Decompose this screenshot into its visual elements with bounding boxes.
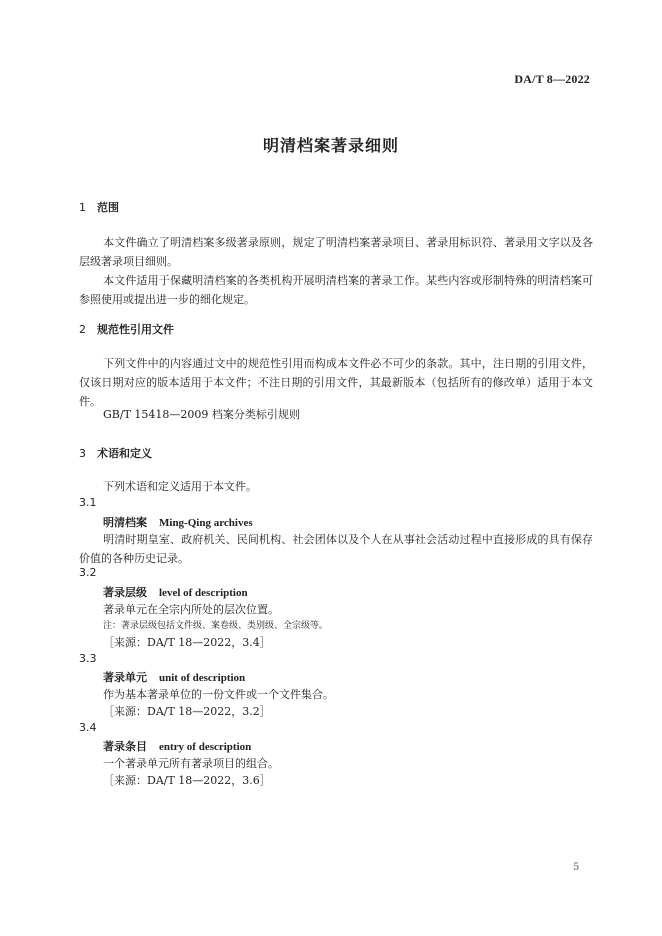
section-1-number: 1 (79, 201, 86, 214)
term-source: ［来源：DA/T 18—2022，3.6］ (103, 774, 271, 787)
normative-reference: GB/T 15418—2009 档案分类标引规则 (103, 408, 300, 421)
term-source: ［来源：DA/T 18—2022，3.2］ (103, 705, 271, 718)
section-3-number: 3 (79, 447, 86, 460)
term-heading (103, 514, 253, 530)
section-1-paragraph-1 (79, 233, 593, 271)
section-2-paragraph-1 (79, 354, 593, 411)
term-number: 3.1 (79, 496, 97, 509)
term-english: entry of description (159, 741, 252, 753)
term-english: Ming-Qing archives (159, 517, 253, 529)
term-english: level of description (159, 587, 248, 599)
term-heading (103, 738, 251, 754)
term-english: unit of description (159, 672, 246, 684)
document-title: 明清档案著录细则 (262, 136, 399, 155)
term-chinese: 著录条目 (103, 740, 147, 753)
section-1-paragraph-2-text: 本文件适用于保藏明清档案的各类机构开展明清档案的著录工作。某些内容或形制特殊的明清档案可参照使用或提出进一步的细化规定。 (79, 274, 593, 306)
term-source: ［来源：DA/T 18—2022，3.4］ (103, 636, 271, 649)
term-chinese: 著录层级 (103, 586, 147, 599)
term-definition (79, 530, 593, 568)
section-2-number: 2 (79, 323, 86, 336)
term-chinese: 明清档案 (103, 516, 147, 529)
term-definition: 作为基本著录单位的一份文件或一个文件集合。 (103, 688, 334, 701)
term-number: 3.2 (79, 566, 97, 579)
page-number: 5 (573, 862, 580, 873)
standard-code: DA/T 8—2022 (514, 72, 590, 86)
section-1-title: 范围 (97, 201, 119, 214)
section-3-title: 术语和定义 (97, 447, 152, 460)
term-number: 3.4 (79, 721, 97, 734)
section-1-paragraph-2 (79, 271, 593, 309)
term-definition-text: 明清时期皇室、政府机关、民间机构、社会团体以及个人在从事社会活动过程中直接形成的具有保存价值的各种历史记录。 (79, 533, 593, 565)
term-chinese: 著录单元 (103, 671, 147, 684)
section-1-heading (79, 199, 119, 215)
section-3-heading (79, 445, 152, 461)
term-number: 3.3 (79, 652, 97, 665)
term-heading (103, 584, 248, 600)
section-3-intro: 下列术语和定义适用于本文件。 (103, 480, 257, 493)
section-2-title: 规范性引用文件 (97, 323, 174, 336)
term-note: 注：著录层级包括文件级、案卷级、类别级、全宗级等。 (103, 621, 329, 631)
section-2-heading (79, 321, 174, 337)
term-definition: 一个著录单元所有著录项目的组合。 (103, 757, 279, 770)
term-heading (103, 669, 245, 685)
term-definition: 著录单元在全宗内所处的层次位置。 (103, 603, 279, 616)
section-2-paragraph-1-text: 下列文件中的内容通过文中的规范性引用而构成本文件必不可少的条款。其中，注日期的引用文件，仅该日期对应的版本适用于本文件；不注日期的引用文件，其最新版本（包括所有的修改单）适用于本文件。 (79, 357, 593, 408)
section-1-paragraph-1-text: 本文件确立了明清档案多级著录原则，规定了明清档案著录项目、著录用标识符、著录用文字以及各层级著录项目细则。 (79, 236, 593, 268)
